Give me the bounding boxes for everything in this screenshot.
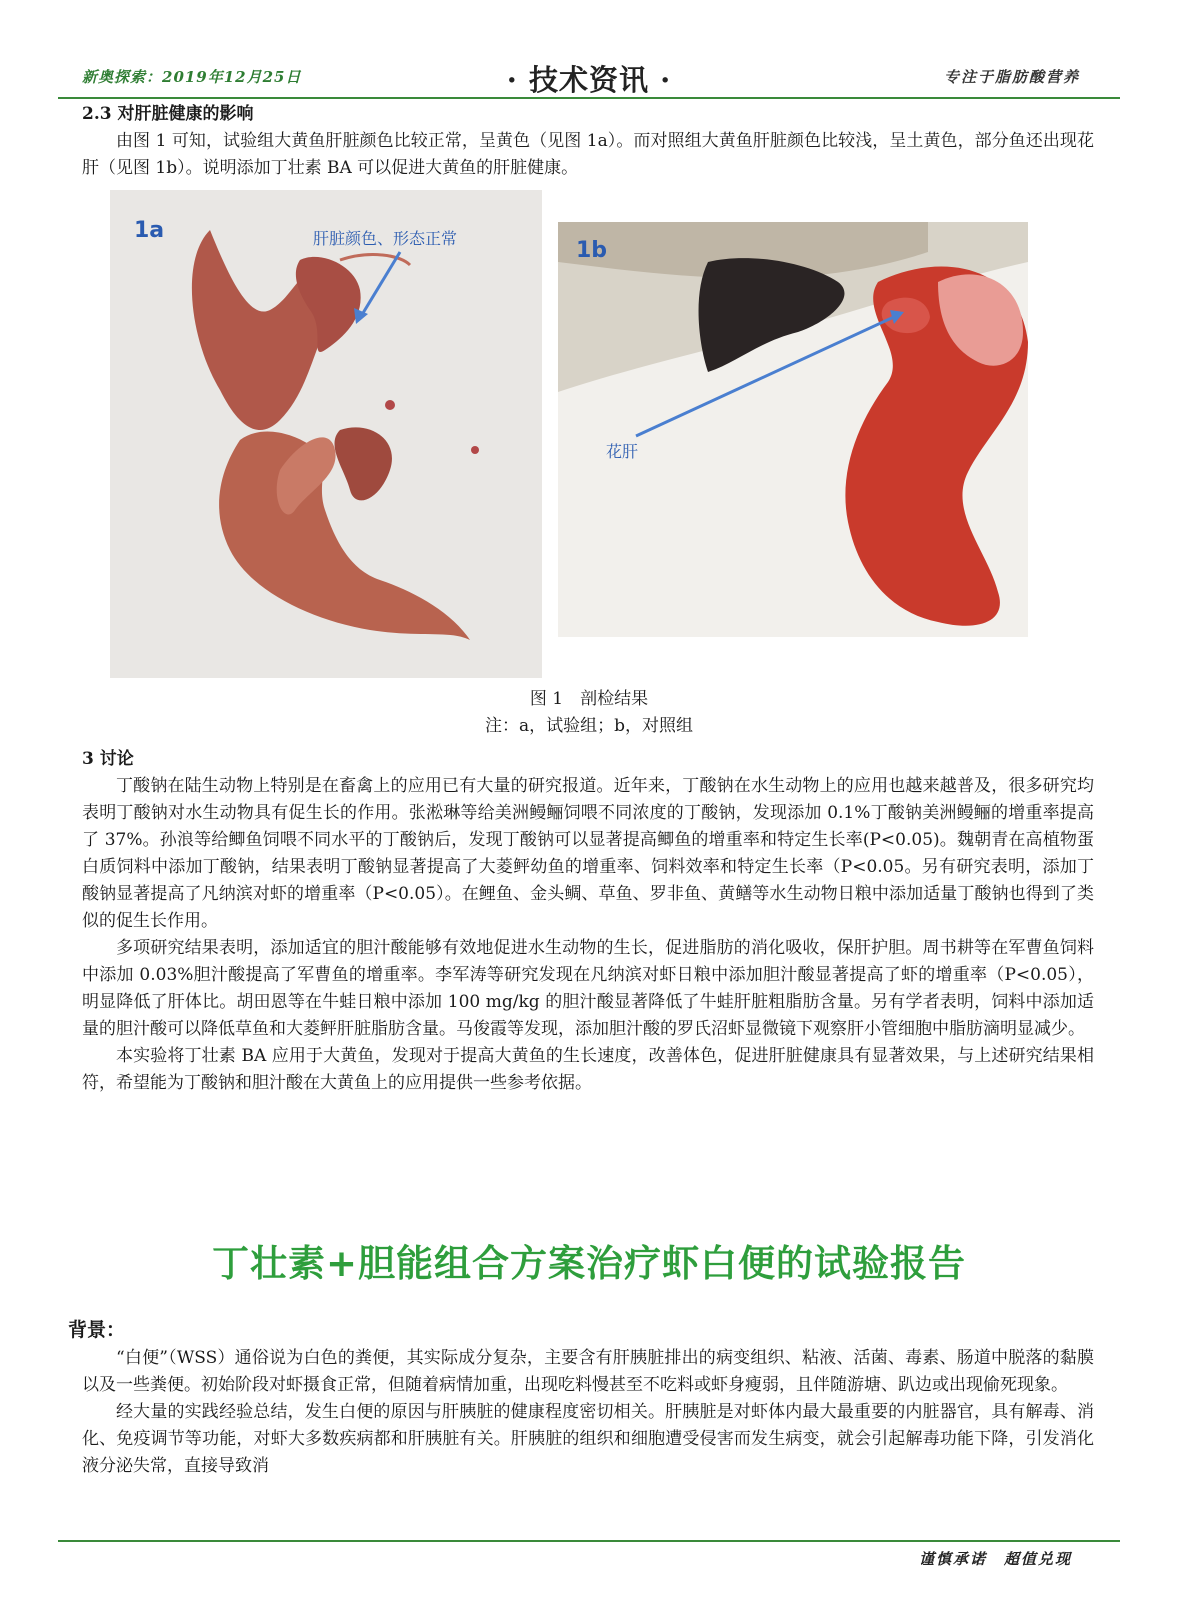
- section-2-3-heading: 2.3 对肝脏健康的影响: [82, 104, 254, 124]
- section-3: [82, 746, 1094, 1097]
- figure-1: [110, 190, 1110, 680]
- article-2-body: [82, 1345, 1094, 1480]
- background-heading: 背景：: [68, 1319, 126, 1341]
- footer-slogan: 谨慎承诺 超值兑现: [918, 1550, 1072, 1568]
- article-2-paragraph-1: “白便”（WSS）通俗说为白色的粪便，其实际成分复杂，主要含有肝胰脏排出的病变组织、粘液、活菌、毒素、肠道中脱落的黏膜以及一些粪便。初始阶段对虾摄食正常，但随着病情加重，出现吃料慢甚至不吃料或虾身瘦弱，且伴随游塘、趴边或出现偷死现象。: [82, 1348, 1094, 1395]
- header-rule: [58, 97, 1120, 99]
- panel-a-callout: 肝脏颜色、形态正常: [313, 229, 458, 248]
- page-header: [58, 58, 1120, 98]
- section-2-3-paragraph: 由图 1 可知，试验组大黄鱼肝脏颜色比较正常，呈黄色（见图 1a）。而对照组大黄鱼肝脏颜色比较浅，呈土黄色，部分鱼还出现花肝（见图 1b）。说明添加丁壮素 BA 可以促进大黄鱼的肝脏健康。: [82, 131, 1094, 178]
- article-2-paragraph-2: 经大量的实践经验总结，发生白便的原因与肝胰脏的健康程度密切相关。肝胰脏是对虾体内最大最重要的内脏器官，具有解毒、消化、免疫调节等功能，对虾大多数疾病都和肝胰脏有关。肝胰脏的组织和细胞遭受侵害而发生病变，就会引起解毒功能下降，引发消化液分泌失常，直接导致消: [82, 1402, 1094, 1476]
- header-section-title: · 技术资讯 ·: [506, 63, 672, 97]
- panel-b-callout: 花肝: [606, 442, 639, 461]
- section-3-paragraph-3: 本实验将丁壮素 BA 应用于大黄鱼，发现对于提高大黄鱼的生长速度，改善体色，促进肝脏健康具有显著效果，与上述研究结果相符，希望能为丁酸钠和胆汁酸在大黄鱼上的应用提供一些参考依据。: [82, 1046, 1094, 1093]
- panel-b-arrow: [558, 222, 1028, 637]
- section-3-paragraph-1: 丁酸钠在陆生动物上特别是在畜禽上的应用已有大量的研究报道。近年来，丁酸钠在水生动物上的应用也越来越普及，很多研究均表明丁酸钠对水生动物具有促生长的作用。张淞琳等给美洲鳗鲡饲喂不同浓度的丁酸钠，发现添加 0.1%丁酸钠美洲鳗鲡的增重率提高了 37%。孙浪等给鲫鱼饲喂不同水平的丁酸钠后，发现丁酸钠可以显著提高鲫鱼的增重率和特定生长率(P<0.05)。魏朝青在高植物蛋白质饲料中添加丁酸钠，结果表明丁酸钠显著提高了大菱鲆幼鱼的增重率、饲料效率和特定生长率（P<0.05。另有研究表明，添加丁酸钠显著提高了凡纳滨对虾的增重率（P<0.05）。在鲤鱼、金头鲷、草鱼、罗非鱼、黄鳝等水生动物日粮中添加适量丁酸钠也得到了类似的促生长作用。: [82, 776, 1094, 931]
- header-slogan: 专注于脂肪酸营养: [943, 68, 1080, 86]
- photo-liver-control-group: [558, 222, 1028, 637]
- panel-a-label: 1a: [134, 218, 165, 243]
- figure-caption: 图 1 剖检结果: [529, 689, 649, 709]
- figure-note: 注：a，试验组；b，对照组: [484, 716, 694, 736]
- section-2-3: [82, 101, 1094, 182]
- section-3-heading: 3 讨论: [82, 749, 134, 769]
- header-date: 新奥探索：2019年12月25日: [82, 68, 302, 86]
- panel-a-arrow: [110, 190, 542, 678]
- panel-b-label: 1b: [576, 238, 608, 263]
- photo-liver-test-group: [110, 190, 542, 678]
- article-2-title: 丁壮素+胆能组合方案治疗虾白便的试验报告: [211, 1242, 966, 1285]
- footer-rule: [58, 1540, 1120, 1542]
- section-3-paragraph-2: 多项研究结果表明，添加适宜的胆汁酸能够有效地促进水生动物的生长，促进脂肪的消化吸收，保肝护胆。周书耕等在军曹鱼饲料中添加 0.03%胆汁酸提高了军曹鱼的增重率。李军涛等研究发现在凡纳滨对虾日粮中添加胆汁酸显著提高了虾的增重率（P<0.05），明显降低了肝体比。胡田恩等在牛蛙日粮中添加 100 mg/kg 的胆汁酸显著降低了牛蛙肝脏粗脂肪含量。另有学者表明，饲料中添加适量的胆汁酸可以降低草鱼和大菱鲆肝脏脂肪含量。马俊霞等发现，添加胆汁酸的罗氏沼虾显微镜下观察肝小管细胞中脂肪滴明显减少。: [82, 938, 1094, 1039]
